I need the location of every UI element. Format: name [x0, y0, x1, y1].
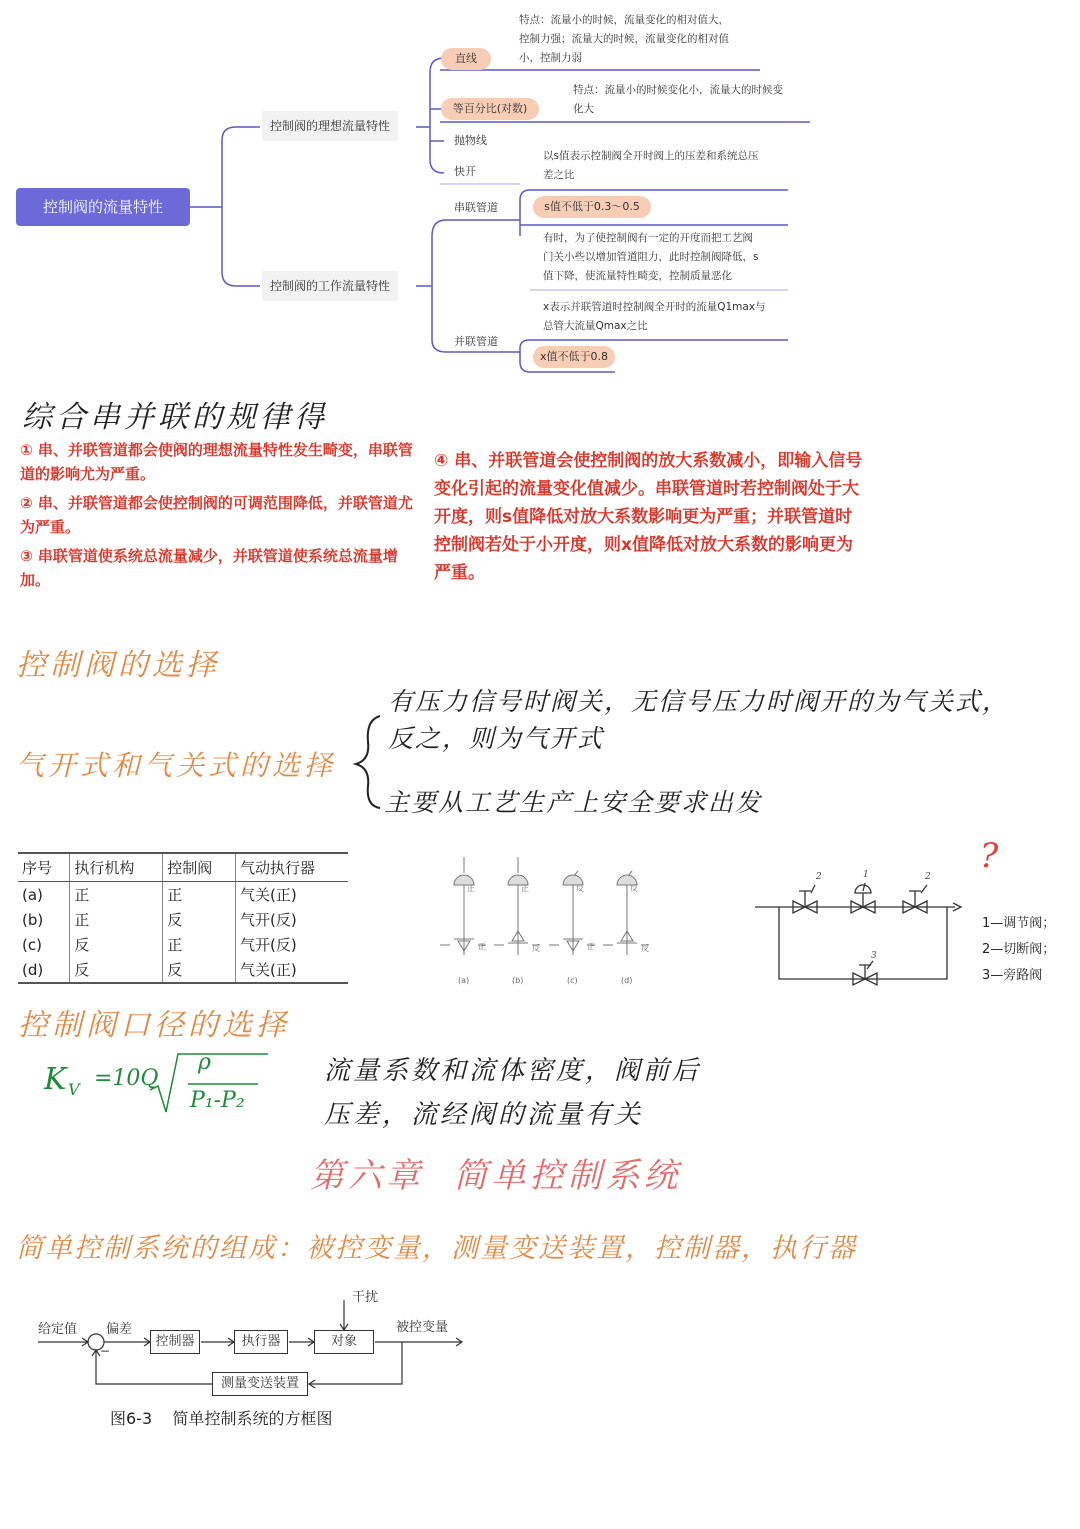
transmitter-block: 测量变送装置 — [212, 1372, 308, 1396]
air-mode-line-2: 反之，则为气开式 — [388, 724, 605, 753]
chapter-title: 第六章 简单控制系统 — [310, 1156, 682, 1196]
series-s-pill: s值不低于0.3～0.5 — [533, 196, 651, 218]
valve-b-label: (b) — [512, 976, 524, 985]
valve-number: 1 — [863, 870, 869, 880]
valve-d-bottom-mark: 反 — [641, 944, 649, 953]
summary-rule-2: ② 串、并联管道都会使控制阀的可调范围降低，并联管道尤为严重。 — [20, 494, 413, 536]
parallel-pipe-leaf: 并联管道 — [454, 335, 498, 348]
controller-block: 控制器 — [150, 1330, 200, 1354]
valve-c-label: (c) — [567, 976, 578, 985]
summary-rule-3: ③ 串联管道使系统总流量减少，并联管道使系统总流量增加。 — [20, 547, 398, 589]
table-row: (c) 反 正 气开(反) — [18, 932, 348, 957]
setpoint-label: 给定值 — [38, 1322, 78, 1337]
mindmap-root: 控制阀的流量特性 — [16, 188, 190, 226]
parallel-note: x表示并联管道时控制阀全开时的流量Q1max与 总管大流量Qmax之比 — [543, 301, 766, 332]
block-diagram-lines — [36, 1296, 466, 1396]
summary-rule-4: ④ 串、并联管道会使控制阀的放大系数减小，即输入信号变化引起的流量变化值减少。串联管道时若控制阀处于大开度，则s值降低对放大系数影响更为严重；并联管道时控制阀若处于小开度，则x值降低对放大系数的影响更为严重。 — [434, 451, 863, 583]
question-mark: ? — [980, 836, 999, 876]
table-header: 序号 — [18, 853, 70, 882]
valve-combination-table — [18, 852, 348, 984]
valve-number: 2 — [816, 872, 822, 882]
legend-bypass-valve: 3—旁路阀 — [982, 968, 1043, 983]
air-mode-heading: 气开式和气关式的选择 — [16, 749, 337, 782]
valve-actuator-figure — [430, 855, 660, 990]
deviation-label: 偏差 — [106, 1322, 133, 1337]
table-header: 控制阀 — [163, 853, 236, 882]
legend-regulating-valve: 1—调节阀； — [982, 916, 1056, 931]
summary-rule-1: ① 串、并联管道都会使阀的理想流量特性发生畸变，串联管道的影响尤为严重。 — [20, 441, 413, 483]
valve-selection-heading: 控制阀的选择 — [16, 648, 220, 683]
valve-number: 3 — [871, 951, 877, 961]
valve-c-top-mark: 反 — [576, 884, 584, 893]
valve-number: 2 — [925, 872, 931, 882]
actuator-block: 执行器 — [234, 1330, 288, 1354]
figure-caption: 图6-3 简单控制系统的方框图 — [110, 1409, 333, 1428]
table-row: (a) 正 正 气关(正) — [18, 882, 348, 908]
table-row: (d) 反 反 气关(正) — [18, 957, 348, 983]
valve-a-label: (a) — [458, 976, 470, 985]
series-note-1: 以s值表示控制阀全开时阀上的压差和系统总压 差之比 — [543, 150, 759, 181]
linear-note: 特点：流量小的时候，流量变化的相对值大， 控制力强；流量大的时候，流量变化的相对值 小，控制力弱 — [519, 14, 729, 64]
working-flow-branch: 控制阀的工作流量特性 — [262, 271, 398, 301]
linear-pill: 直线 — [441, 48, 491, 70]
equal-percentage-note: 特点：流量小的时候变化小，流量大的时候变 化大 — [573, 84, 783, 115]
diameter-desc-1: 流量系数和流体密度，阀前后 — [324, 1056, 702, 1086]
legend-shutoff-valve: 2—切断阀； — [982, 942, 1056, 957]
bypass-piping-figure — [755, 865, 975, 990]
minus-sign: − — [100, 1344, 111, 1358]
equal-percentage-pill: 等百分比(对数) — [441, 98, 539, 120]
composition-line: 简单控制系统的组成：被控变量，测量变送装置，控制器，执行器 — [16, 1233, 857, 1264]
parabolic-leaf: 抛物线 — [454, 134, 487, 147]
parallel-x-pill: x值不低于0.8 — [533, 346, 615, 368]
table-row: (b) 正 反 气开(反) — [18, 907, 348, 932]
quick-open-leaf: 快开 — [454, 165, 476, 178]
valve-c-bottom-mark: 正 — [587, 942, 595, 951]
valve-d-label: (d) — [621, 976, 633, 985]
diameter-heading: 控制阀口径的选择 — [18, 1008, 290, 1043]
air-mode-line-3: 主要从工艺生产上安全要求出发 — [384, 788, 763, 817]
valve-a-bottom-mark: 正 — [478, 942, 486, 951]
brace-icon — [350, 712, 386, 812]
controlled-variable-label: 被控变量 — [396, 1320, 449, 1335]
table-header: 执行机构 — [70, 853, 163, 882]
object-block: 对象 — [314, 1330, 374, 1354]
ideal-flow-branch: 控制阀的理想流量特性 — [262, 111, 398, 141]
summary-heading: 综合串并联的规律得 — [22, 400, 328, 435]
kv-formula: K V =10Q ρ P₁-P₂ — [44, 1050, 274, 1120]
diameter-desc-2: 压差，流经阀的流量有关 — [324, 1100, 644, 1130]
series-pipe-leaf: 串联管道 — [454, 201, 498, 214]
valve-b-bottom-mark: 反 — [532, 944, 540, 953]
valve-b-top-mark: 正 — [521, 884, 529, 893]
table-header: 气动执行器 — [236, 853, 348, 882]
valve-a-top-mark: 正 — [467, 884, 475, 893]
series-note-2: 有时，为了使控制阀有一定的开度而把工艺阀 门关小些以增加管道阻力，此时控制阀降低，s 值下降，使流量特性畸变，控制质量恶化 — [543, 232, 759, 282]
valve-d-top-mark: 反 — [630, 884, 638, 893]
air-mode-line-1: 有压力信号时阀关，无信号压力时阀开的为气关式， — [388, 687, 1010, 716]
disturbance-label: 干扰 — [352, 1290, 379, 1305]
